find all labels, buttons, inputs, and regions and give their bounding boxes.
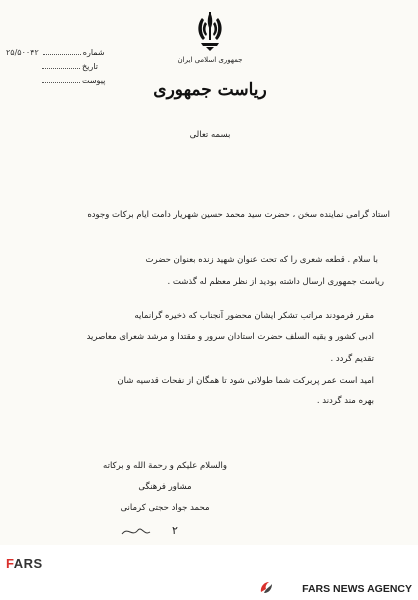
fars-brand-text: ARS: [13, 556, 43, 571]
fars-logo-icon: [258, 579, 274, 595]
fars-news-agency: FARS NEWS AGENCY: [302, 583, 412, 595]
signature-mark: ۲: [172, 524, 178, 537]
body-line: ادبی کشور و بقیه السلف حضرت استادان سرور و مقتدا و مرشد شعرای معاصرید: [86, 332, 374, 342]
number-value: ۲۵/۵۰۰۴۲: [6, 48, 39, 57]
invocation: بسمه تعالی: [189, 130, 231, 140]
attachment-label: پیوست: [82, 76, 106, 85]
signer-name: محمد جواد حجتی کرمانی: [120, 503, 210, 513]
fars-brand: FARS: [6, 556, 43, 571]
letter-address: استاد گرامی نماینده سخن ، حضرت سید محمد حسین شهریار دامت ایام برکات وجوده: [87, 210, 390, 220]
date-label: تاریخ: [82, 62, 98, 71]
signer-title: مشاور فرهنگی: [138, 482, 192, 492]
letter-date-row: [40, 62, 98, 71]
letter-number-row: [6, 48, 105, 57]
body-line: بهره مند گردند .: [316, 396, 374, 406]
iran-emblem-icon: [193, 10, 227, 52]
body-line: مقرر فرمودند مراتب تشکر ایشان محضور آنجناب که ذخیره گرانمایه: [134, 311, 374, 321]
body-line: تقدیم گردد .: [330, 354, 374, 364]
body-line: امید است عمر پربرکت شما طولانی شود تا همگان از نفحات قدسیه شان: [117, 376, 374, 386]
body-line: ریاست جمهوری ارسال داشته بودید از نظر معظم له گذشت .: [167, 277, 384, 287]
body-line: با سلام . قطعه شعری را که تحت عنوان شهید زنده بعنوان حضرت: [145, 255, 378, 265]
letter-attachment-row: [40, 76, 105, 85]
number-label: شماره: [82, 48, 105, 57]
republic-label: جمهوری اسلامی ایران: [177, 56, 243, 64]
closing: والسلام علیکم و رحمة الله و برکاته: [103, 461, 227, 471]
presidency-title: ریاست جمهوری: [153, 80, 267, 100]
